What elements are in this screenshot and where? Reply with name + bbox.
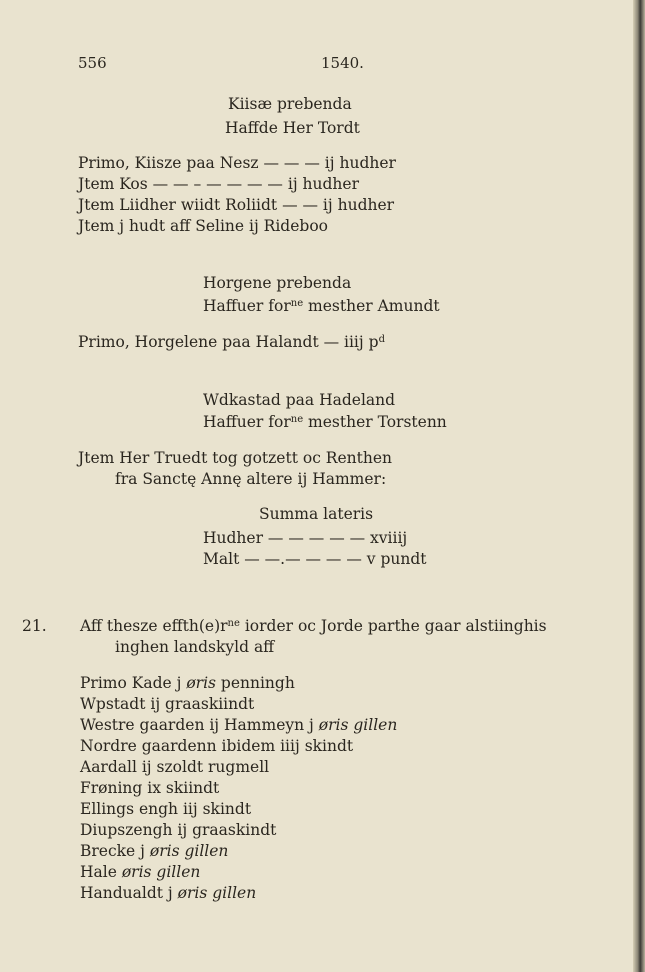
section3-title: Wdkastad paa Hadeland (203, 391, 396, 409)
section3-line-1: Jtem Her Truedt tog gotzett oc Renthen (78, 449, 392, 467)
summa-line-1: Hudher — — — — — xviiij (203, 529, 408, 547)
list-item: Hale øris gillen (80, 863, 201, 881)
list-item: Westre gaarden ij Hammeyn j øris gillen (80, 716, 398, 734)
list-item: Primo Kade j øris penningh (80, 674, 295, 692)
section1-title: Kiisæ prebenda (228, 95, 352, 113)
section3-subtitle: Haffuer for$^{ne}$ mesther Torstenn (203, 413, 447, 431)
list-item: Brecke j øris gillen (80, 842, 229, 860)
summa-title: Summa lateris (259, 505, 374, 523)
list-item: Diupszengh ij graaskindt (80, 821, 277, 839)
page-edge-shadow (633, 0, 645, 972)
list-item: Nordre gaardenn ibidem iiij skindt (80, 737, 354, 755)
summa-line-2: Malt — —.— — — — v pundt (203, 550, 427, 568)
list-item: Wpstadt ij graaskiindt (80, 695, 255, 713)
section3-line-2: fra Sanctę Annę altere ij Hammer: (115, 470, 387, 488)
section1-subtitle: Haffde Her Tordt (225, 119, 360, 137)
section4-line-1: Aff thesze $effth(e)r^{ne}$ iorder oc Jorde parthe gaar alstiinghis (80, 617, 547, 635)
list-item: Aardall ij szoldt rugmell (80, 758, 270, 776)
list-item: Frøning ix skiindt (80, 779, 220, 797)
section2-subtitle: Haffuer for$^{ne}$ mesther Amundt (203, 297, 440, 315)
section4-line-2: inghen landskyld aff (115, 638, 275, 656)
page-number: 556 (78, 54, 107, 72)
list-item: Handualdt j øris gillen (80, 884, 257, 902)
section4-number: 21. (22, 617, 47, 635)
section1-line-3: Jtem Liidher wiidt Roliidt — — ij hudher (78, 196, 395, 214)
section1-line-1: Primo, Kiisze paa Nesz — — — ij hudher (78, 154, 396, 172)
page-year: 1540. (321, 54, 364, 72)
section1-line-2: Jtem Kos — — – — — — — ij hudher (78, 175, 359, 193)
section2-title: Horgene prebenda (203, 274, 352, 292)
section1-line-4: Jtem j hudt aff Seline ij Rideboo (78, 217, 328, 235)
list-item: Ellings engh iij skindt (80, 800, 252, 818)
section2-line: Primo, Horgelene paa Halandt — iiij $p^d$ (78, 333, 385, 351)
